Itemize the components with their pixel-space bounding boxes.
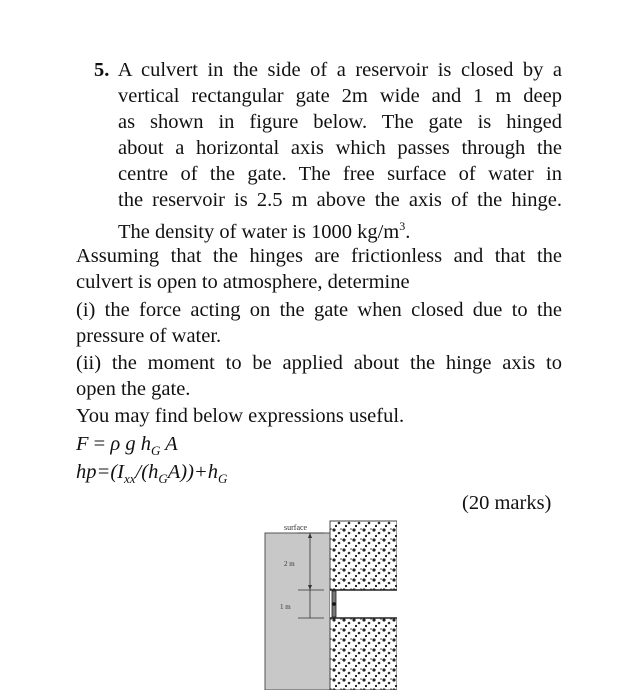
- question-text-4: about a horizontal axis which passes through the: [118, 137, 562, 159]
- question-text-1: A culvert in the side of a reservoir is closed by a: [117, 59, 562, 81]
- water-region: [265, 533, 330, 690]
- question-line-1: [94, 57, 562, 83]
- superscript-3: 3: [399, 219, 406, 233]
- formula-force-lhs: F: [76, 433, 89, 455]
- question-line-2: [118, 83, 562, 109]
- rock-wall-lower: [330, 618, 397, 690]
- question-text-5: centre of the gate. The free surface of water in: [118, 163, 562, 185]
- formula-depth-sub1: xx: [124, 471, 136, 487]
- body-text-1: Assuming that the hinges are frictionless and that the: [76, 245, 562, 267]
- formula-force-g: g h: [120, 433, 151, 455]
- formula-depth-mid: /(h: [135, 461, 159, 483]
- body-line-7: [76, 403, 404, 429]
- body-text-4: pressure of water.: [76, 325, 222, 347]
- body-text-3: (i) the force acting on the gate when closed due to the: [76, 299, 562, 321]
- question-line-5: [118, 161, 562, 187]
- dim-upper-label: 2 m: [284, 560, 295, 568]
- body-text-2: culvert is open to atmosphere, determine: [76, 271, 410, 293]
- body-line-5: [76, 350, 562, 376]
- rock-wall-upper: [330, 521, 397, 590]
- formula-force-eq: =: [88, 433, 111, 455]
- body-line-3: [76, 297, 562, 323]
- period: .: [405, 220, 411, 243]
- formula-depth-a: A))+h: [167, 461, 218, 483]
- culvert-gate-figure: [262, 518, 397, 690]
- formula-force-rho: ρ: [110, 433, 121, 455]
- body-text-6: open the gate.: [76, 378, 191, 400]
- question-text-7: The density of water is 1000 kg/m: [118, 220, 400, 243]
- formula-depth: [76, 459, 227, 492]
- question-line-6: [118, 187, 562, 213]
- formula-depth-pre: hp=(I: [76, 461, 124, 483]
- body-line-6: [76, 376, 190, 402]
- question-line-7: [118, 213, 410, 245]
- body-text-7: You may find below expressions useful.: [76, 405, 405, 427]
- formula-depth-sub3: G: [217, 471, 228, 487]
- marks-label: (20 marks): [462, 492, 552, 514]
- body-text-5: (ii) the moment to be applied about the hinge axis to: [76, 352, 562, 374]
- hinge: [332, 602, 336, 606]
- question-text-2: vertical rectangular gate 2m wide and 1 m deep: [118, 85, 562, 107]
- formula-force-sub: G: [150, 443, 161, 459]
- body-line-1: [76, 243, 562, 269]
- question-text-3: as shown in figure below. The gate is hinged: [118, 111, 562, 133]
- culvert-opening: [330, 590, 397, 618]
- formula-depth-sub2: G: [158, 471, 168, 487]
- formula-force-a: A: [160, 433, 178, 455]
- question-line-3: [118, 109, 562, 135]
- surface-label: surface: [284, 523, 308, 532]
- question-text-6: the reservoir is 2.5 m above the axis of the hinge.: [118, 189, 562, 211]
- question-number: 5.: [94, 59, 110, 81]
- body-line-2: [76, 269, 410, 295]
- body-line-4: [76, 323, 221, 349]
- question-line-4: [118, 135, 562, 161]
- dim-lower-label: 1 m: [280, 603, 291, 611]
